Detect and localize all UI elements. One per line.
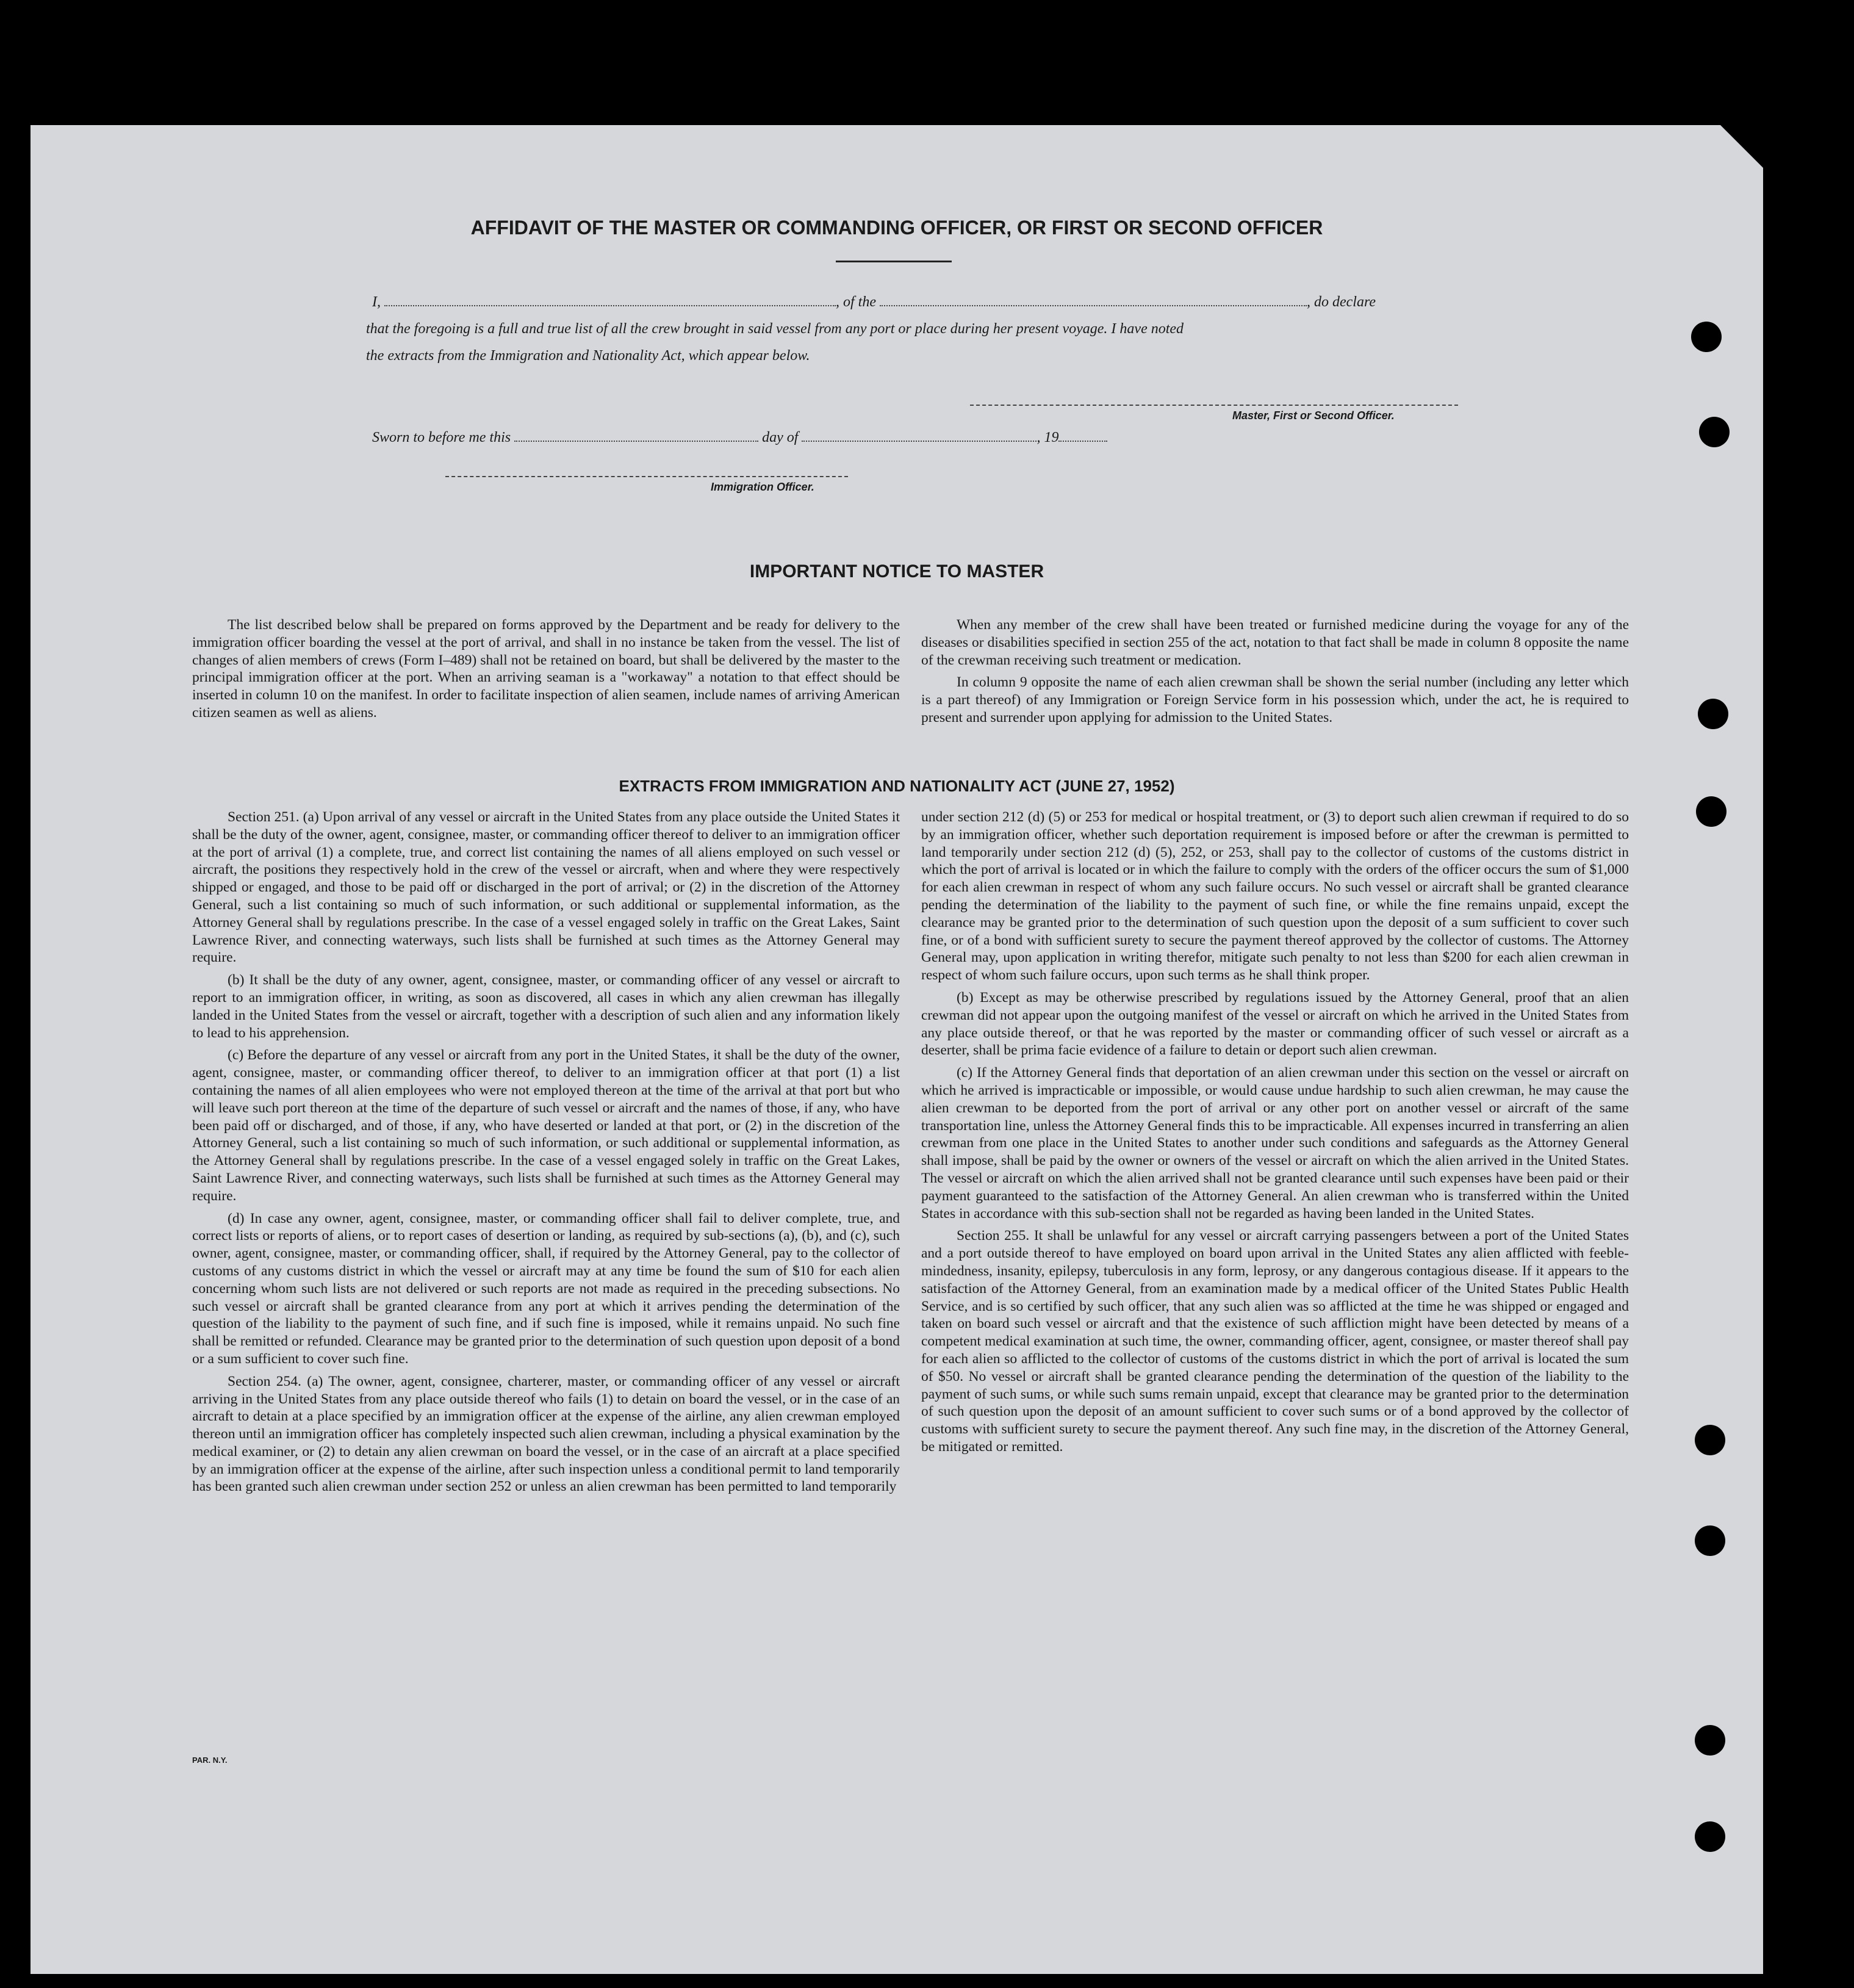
title-rule bbox=[836, 261, 952, 262]
notice-right-paragraph-2: In column 9 opposite the name of each alien crewman shall be shown the serial number (including any letter which is a part thereof) of any Immigration or Foreign Service form in his possession which, under the act, he is required to present and surrender upon applying for admission to the United States. bbox=[921, 674, 1629, 726]
section-251-c: (c) Before the departure of any vessel or aircraft from any port in the United States, it shall be the duty of the owner, agent, consignee, master, or commanding officer thereof, to deliver to an immigration officer at that port (1) a list containing the names of all alien employees who were not employed thereon at the time of the arrival at that port but who will leave such port thereon at the time of the departure of such vessel or aircraft and the names of those, if any, who have been paid off or discharged, and of those, if any, who have deserted or landed at that port, or (2) in the discretion of the Attorney General, such a list containing so much of such information, or such additional or supplemental information, as the Attorney General shall by regulations prescribe. In the case of a vessel engaged solely in traffic on the Great Lakes, Saint Lawrence River, and connecting waterways, such lists shall be furnished at such times as the Attorney General may require. bbox=[192, 1047, 900, 1204]
notice-right-column bbox=[921, 616, 1629, 732]
sworn-label: Sworn to before me this bbox=[372, 430, 511, 445]
declaration-line-3: the extracts from the Immigration and Nationality Act, which appear below. bbox=[366, 348, 810, 364]
section-254-a-continued: under section 212 (d) (5) or 253 for medical or hospital treatment, or (3) to deport such alien crewman if required to do so by an immigration officer, whether such deportation requirement is imposed before or after the crewman is permitted to land temporarily under section 212 (d) (5), 252, or 253, shall pay to the collector of customs of the customs district in which the port of arrival is located or in which the failure to comply with the orders of the officer occurs the sum of $1,000 for each alien crewman in respect of whom any such failure occurs. No such vessel or aircraft shall be granted clearance pending the determination of the liability to the payment of such fine, or while the fine remains unpaid, except the clearance may be granted prior to the determination of such question upon the deposit of a sum sufficient to cover such fine, or of a bond with sufficient surety to secure the payment thereof approved by the collector of customs. The Attorney General may, upon application in writing therefor, mitigate such penalty to not less than $200 for each alien crewman in respect of whom such failure occurs, upon such terms as he shall think proper. bbox=[921, 809, 1629, 984]
section-251-d: (d) In case any owner, agent, consignee, master, or commanding officer shall fail to deliver complete, true, and correct lists or reports of aliens, or to report cases of desertion or landing, as required by sub-sections (a), (b), and (c), such owner, agent, consignee, master, or commanding officer, shall, if required by the Attorney General, pay to the collector of customs of any customs district in which the vessel or aircraft may at any time be found the sum of $10 for each alien concerning whom such lists are not delivered or such reports are not made as required in the preceding subsections. No such vessel or aircraft shall be granted clearance from any port at which it arrives pending the determination of the question of the liability to the payment of such fine, and if such fine is imposed, while it remains unpaid. No such fine shall be remitted or refunded. Clearance may be granted prior to the determination of such question upon deposit of a bond or a sum sufficient to cover such fine. bbox=[192, 1210, 900, 1367]
sworn-year-field[interactable] bbox=[1058, 440, 1107, 442]
affidavit-title: AFFIDAVIT OF THE MASTER OR COMMANDING OFFICER, OR FIRST OR SECOND OFFICER bbox=[470, 217, 1323, 239]
notice-title: IMPORTANT NOTICE TO MASTER bbox=[749, 561, 1044, 582]
punch-hole bbox=[1695, 1425, 1725, 1455]
section-254-a: Section 254. (a) The owner, agent, consignee, charterer, master, or commanding officer of any vessel or aircraft arriving in the United States from any place outside thereof who fails (1) to detain on board the vessel, or in the case of an aircraft to detain at a place specified by an immigration officer at the expense of the airline, any alien crewman employed thereon until an immigration officer has completely inspected such alien crewman, including a physical examination by the medical examiner, or (2) to detain any alien crewman on board the vessel, or in the case of an aircraft at a place specified by an immigration officer at the expense of the airline, after such inspection unless a conditional permit to land temporarily has been granted such alien crewman under section 252 or unless an alien crewman has been permitted to land temporarily bbox=[192, 1373, 900, 1495]
document-page bbox=[31, 125, 1763, 1974]
punch-hole bbox=[1696, 796, 1726, 827]
sworn-day-field[interactable] bbox=[514, 440, 758, 442]
section-254-b: (b) Except as may be otherwise prescribed by regulations issued by the Attorney General, proof that an alien crewman did not appear upon the outgoing manifest of the vessel or aircraft on which he arrived in the United States from any place outside thereof, or that he was reported by the master or commanding officer of such vessel or aircraft as a deserter, shall be prima facie evidence of a failure to detain or deport such alien crewman. bbox=[921, 989, 1629, 1059]
section-251-b: (b) It shall be the duty of any owner, agent, consignee, master, or commanding officer of any vessel or aircraft to report to an immigration officer, in writing, as soon as discovered, all cases in which any alien crewman has illegally landed in the United States from the vessel or aircraft, together with a description of such alien and any information likely to lead to his apprehension. bbox=[192, 972, 900, 1041]
sworn-month-field[interactable] bbox=[802, 440, 1037, 442]
declaration-line-2: that the foregoing is a full and true list of all the crew brought in said vessel from any port or place during her present voyage. I have noted bbox=[366, 321, 1184, 337]
officer-caption: Immigration Officer. bbox=[711, 481, 814, 493]
extracts-title: EXTRACTS FROM IMMIGRATION AND NATIONALITY ACT (JUNE 27, 1952) bbox=[619, 777, 1175, 795]
declarant-label: I, bbox=[372, 294, 381, 310]
of-the-label: , of the bbox=[836, 294, 876, 310]
section-251-a: Section 251. (a) Upon arrival of any vessel or aircraft in the United States from any place outside the United States it shall be the duty of the owner, agent, consignee, master, or commanding officer thereof to deliver to an immigration officer at the port of arrival (1) a complete, true, and correct list containing the names of all aliens employed on such vessel or aircraft, the positions they respectively hold in the crew of the vessel or aircraft, when and where they were respectively shipped or engaged, and those to be paid off or discharged in the port of arrival; or (2) in the discretion of the Attorney General, such a list containing so much of such information, or such additional or supplemental information, as the Attorney General shall by regulations prescribe. In the case of a vessel engaged solely in traffic on the Great Lakes, Saint Lawrence River, and connecting waterways, such lists shall be furnished at such times as the Attorney General may require. bbox=[192, 809, 900, 966]
notice-left-column bbox=[192, 616, 900, 727]
section-254-c: (c) If the Attorney General finds that deportation of an alien crewman under this section on the vessel or aircraft on which he arrived is impracticable or impossible, or would cause undue hardship to such alien crewman, he may cause the alien crewman to be deported from the port of arrival or any other port on another vessel or aircraft of the same transportation line, unless the Attorney General finds this to be impracticable. All expenses incurred in transferring an alien crewman from one place in the United States to another under such conditions and safeguards as the Attorney General shall impose, shall be paid by the owner or owners of the vessel or aircraft on which the alien arrived in the United States. The vessel or aircraft on which the alien arrived shall not be granted clearance until such expenses have been paid or their payment guaranteed to the satisfaction of the Attorney General. An alien crewman who is transferred within the United States in accordance with this sub-section shall not be regarded as having been landed in the United States. bbox=[921, 1065, 1629, 1222]
declarant-name-field[interactable] bbox=[384, 304, 836, 306]
officer-signature-line[interactable] bbox=[445, 476, 848, 477]
punch-hole bbox=[1699, 417, 1730, 447]
punch-hole bbox=[1691, 322, 1722, 352]
punch-hole bbox=[1695, 1525, 1725, 1556]
master-caption: Master, First or Second Officer. bbox=[1232, 409, 1395, 422]
punch-hole bbox=[1698, 699, 1728, 729]
punch-hole bbox=[1695, 1725, 1725, 1756]
year-label: , 19 bbox=[1037, 430, 1059, 445]
printer-mark: PAR. N.Y. bbox=[192, 1756, 228, 1765]
notice-left-paragraph: The list described below shall be prepared on forms approved by the Department and be ready for delivery to the immigration officer boarding the vessel at the port of arrival, and shall in no instance be taken from the vessel. The list of changes of alien members of crews (Form I–489) shall not be retained on board, but shall be delivered by the master to the principal immigration officer at the port. When an arriving seaman is a "workaway" a notation to that effect should be inserted in column 10 on the manifest. In order to facilitate inspection of alien seamen, include names of arriving American citizen seamen as well as aliens. bbox=[192, 617, 900, 721]
master-signature-line[interactable] bbox=[970, 405, 1458, 406]
affidavit-declaration bbox=[366, 289, 1489, 369]
day-of-label: day of bbox=[762, 430, 799, 445]
notice-right-paragraph-1: When any member of the crew shall have been treated or furnished medicine during the voyage for any of the diseases or disabilities specified in section 255 of the act, notation to that fact shall be made in column 8 opposite the name of the crewman receiving such treatment or medication. bbox=[921, 617, 1629, 668]
sworn-line bbox=[372, 424, 1107, 451]
folded-corner bbox=[1720, 125, 1763, 168]
punch-hole bbox=[1695, 1821, 1725, 1852]
section-255: Section 255. It shall be unlawful for any vessel or aircraft carrying passengers between a port of the United States and a port outside thereof to have employed on board upon arrival in the United States any alien afflicted with feeble-mindedness, insanity, epilepsy, tuberculosis in any form, leprosy, or any dangerous contagious disease. If it appears to the satisfaction of the Attorney General, from an examination made by a medical officer of the United States Public Health Service, and is so certified by such officer, that any such alien was so afflicted at the time he was shipped or engaged and taken on board such vessel or aircraft and that the existence of such affliction might have been detected by means of a competent medical examination at such time, the owner, commanding officer, agent, consignee, or master thereof shall pay for each alien so afflicted to the collector of customs of the customs district in which the port of arrival is located the sum of $50. No vessel or aircraft shall be granted clearance pending the determination of the question of the liability to the payment of such sums, or while such sums remain unpaid, except that clearance may be granted prior to the determination of such question upon the deposit of an amount sufficient to cover such sums or of a bond approved by the collector of customs with sufficient surety to secure the payment thereof. Any such fine may, in the discretion of the Attorney General, be mitigated or remitted. bbox=[921, 1228, 1629, 1455]
extracts-left-column bbox=[192, 809, 900, 1500]
vessel-name-field[interactable] bbox=[880, 304, 1307, 306]
extracts-right-column bbox=[921, 809, 1629, 1461]
do-declare-label: , do declare bbox=[1307, 294, 1376, 310]
